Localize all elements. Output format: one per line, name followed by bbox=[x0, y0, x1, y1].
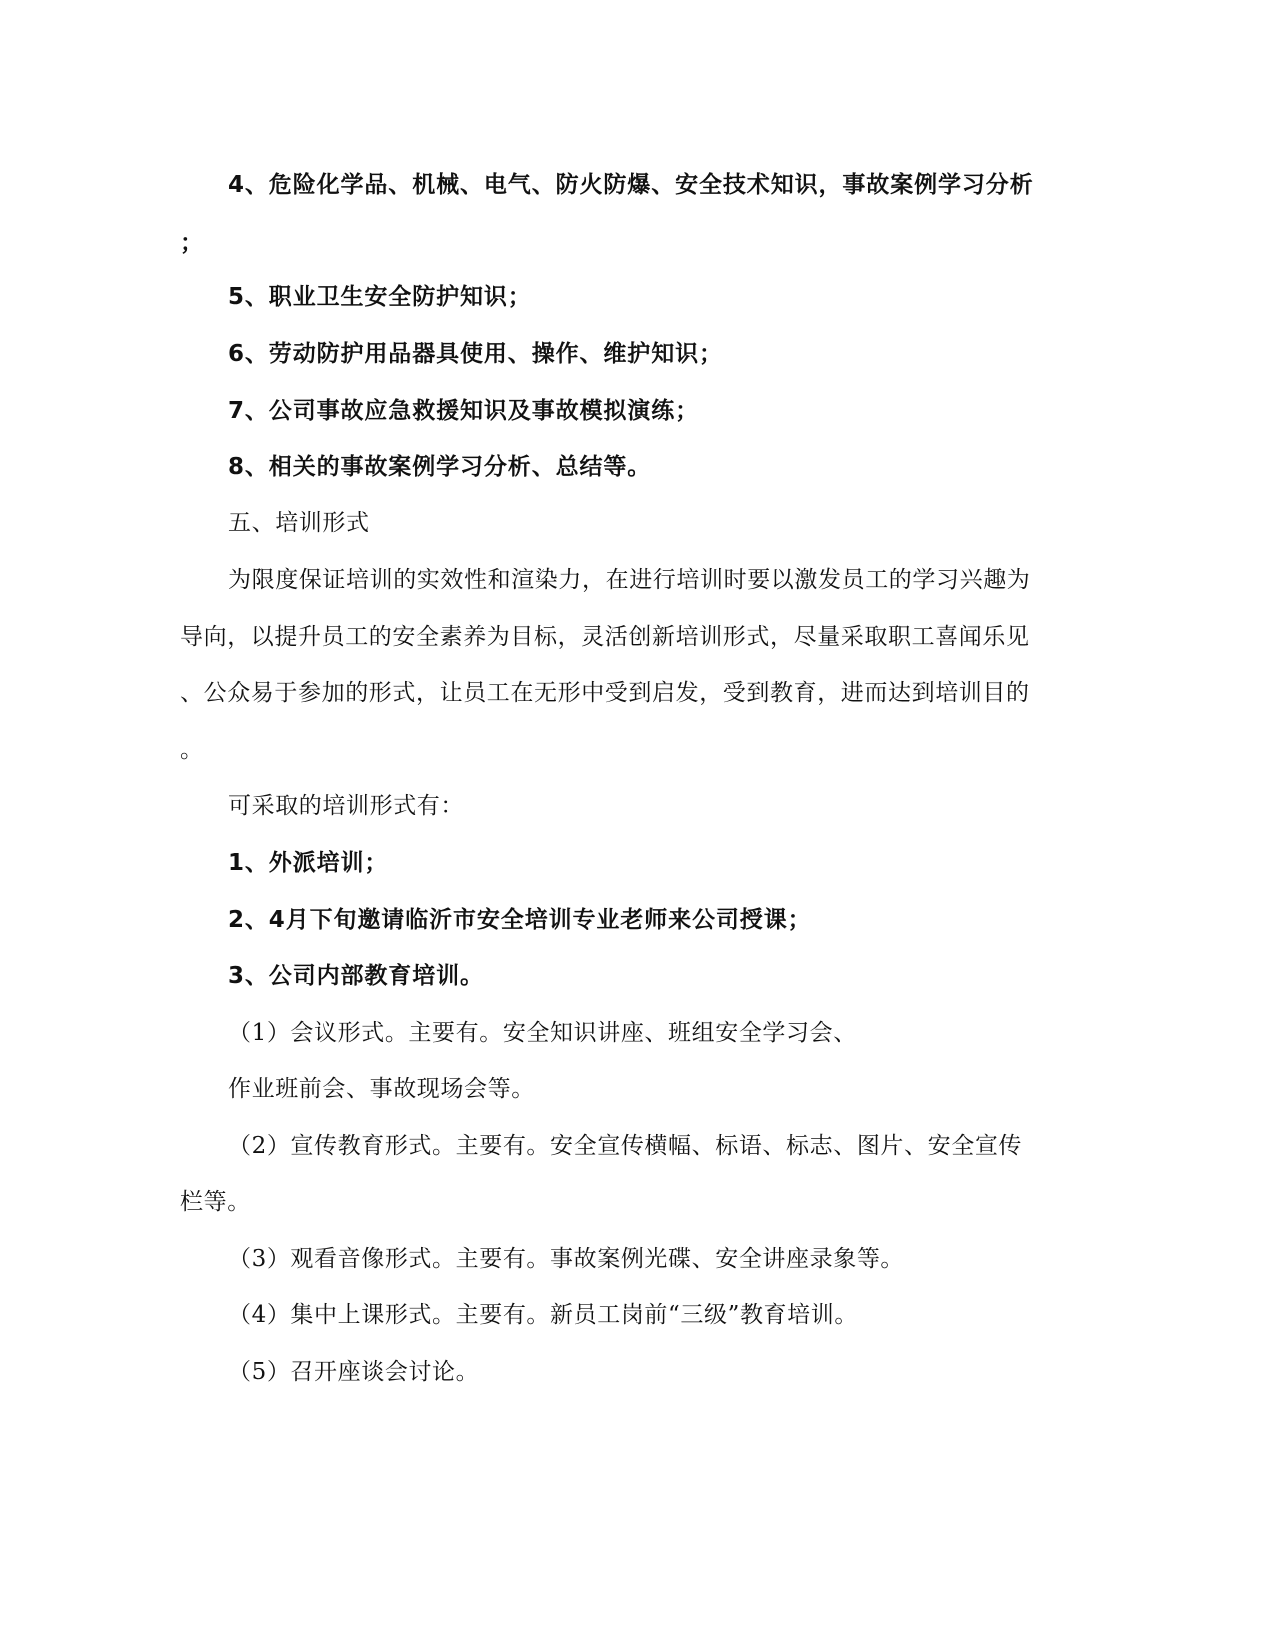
paragraph-line-3: 、公众易于参加的形式，让员工在无形中受到启发，受到教育，进而达到培训目的 bbox=[180, 680, 1030, 706]
section-heading: 五、培训形式 bbox=[228, 510, 370, 536]
list-item-4: 4、危险化学品、机械、电气、防火防爆、安全技术知识，事故案例学习分析 bbox=[228, 172, 1034, 198]
sub-form-1-continuation: 作业班前会、事故现场会等。 bbox=[228, 1076, 535, 1102]
sub-form-3: （3）观看音像形式。主要有。事故案例光碟、安全讲座录象等。 bbox=[228, 1246, 905, 1272]
list-item-7: 7、公司事故应急救援知识及事故模拟演练； bbox=[228, 398, 700, 424]
forms-intro: 可采取的培训形式有： bbox=[228, 793, 464, 819]
form-item-1: 1、外派培训； bbox=[228, 850, 389, 876]
sub-form-2: （2）宣传教育形式。主要有。安全宣传横幅、标语、标志、图片、安全宣传 bbox=[228, 1133, 1023, 1159]
sub-form-2-continuation: 栏等。 bbox=[180, 1189, 251, 1215]
paragraph-line-1: 为限度保证培训的实效性和渲染力，在进行培训时要以激发员工的学习兴趣为 bbox=[228, 567, 1031, 593]
paragraph-line-2: 导向，以提升员工的安全素养为目标，灵活创新培训形式，尽量采取职工喜闻乐见 bbox=[180, 624, 1030, 650]
list-item-5: 5、职业卫生安全防护知识； bbox=[228, 284, 532, 310]
paragraph-line-4: 。 bbox=[180, 737, 204, 763]
sub-form-1: （1）会议形式。主要有。安全知识讲座、班组安全学习会、 bbox=[228, 1020, 857, 1046]
sub-form-4: （4）集中上课形式。主要有。新员工岗前“三级”教育培训。 bbox=[228, 1302, 858, 1328]
list-item-4-continuation: ； bbox=[180, 230, 204, 256]
sub-form-5: （5）召开座谈会讨论。 bbox=[228, 1359, 480, 1385]
list-item-6: 6、劳动防护用品器具使用、操作、维护知识； bbox=[228, 341, 723, 367]
list-item-8: 8、相关的事故案例学习分析、总结等。 bbox=[228, 454, 652, 480]
form-item-3: 3、公司内部教育培训。 bbox=[228, 963, 484, 989]
form-item-2: 2、4月下旬邀请临沂市安全培训专业老师来公司授课； bbox=[228, 907, 812, 933]
